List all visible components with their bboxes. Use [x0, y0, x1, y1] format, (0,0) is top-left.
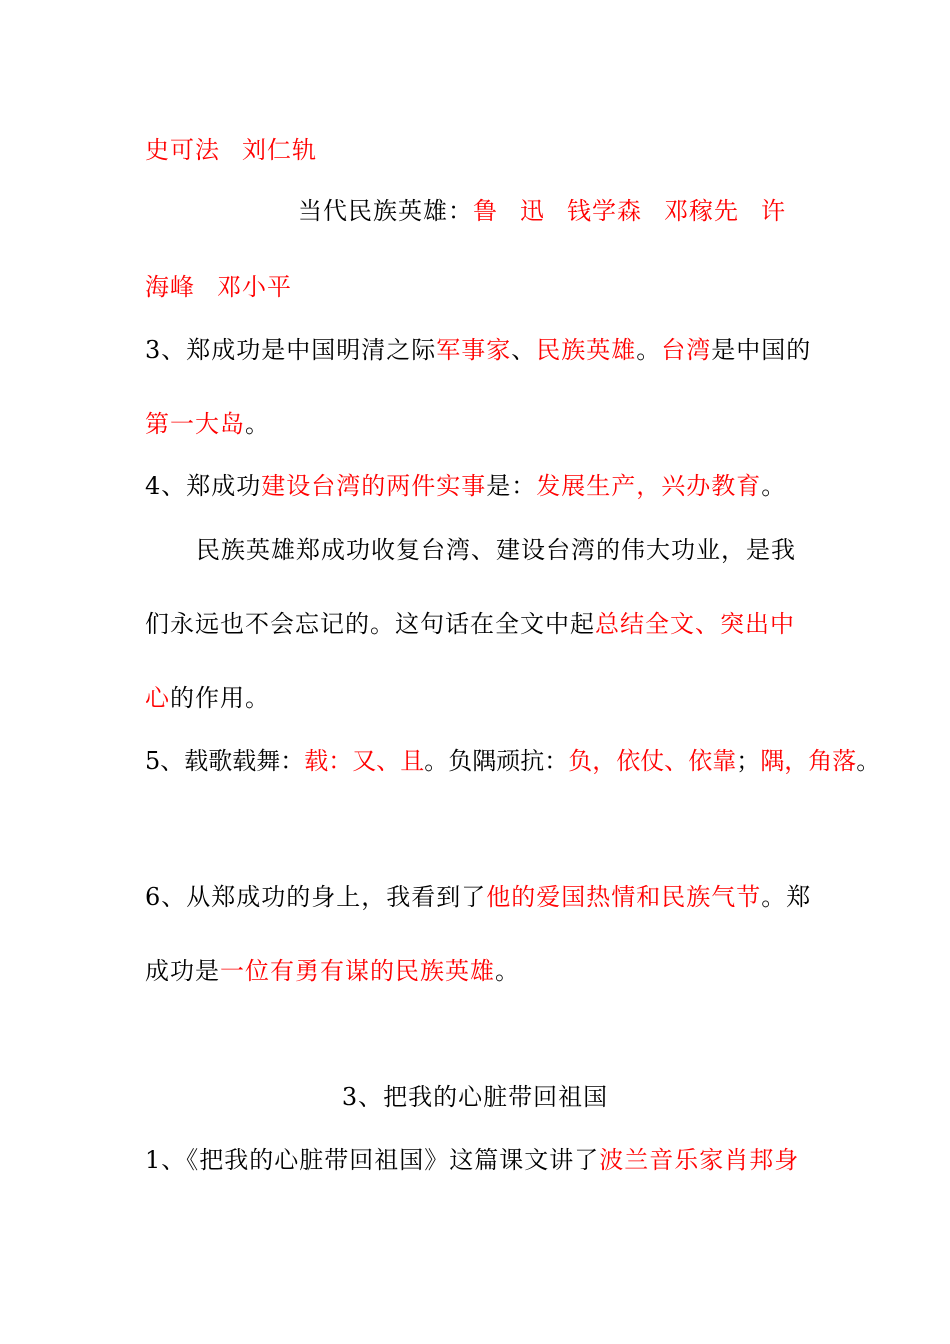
text-line-7: [196, 534, 796, 566]
body-text: 。: [636, 336, 662, 364]
text-line-9: [145, 682, 270, 714]
text-line-6: [145, 470, 786, 502]
body-text: 。: [761, 472, 787, 500]
body-text: 。负隅顽抗：: [424, 747, 569, 775]
answer-text: 建设台湾的两件实事: [261, 472, 487, 500]
answer-text: 台湾: [661, 336, 712, 364]
body-text: 6、从郑成功的身上，我看到了: [145, 883, 487, 911]
answer-text: 总结全文、突出中: [595, 610, 795, 638]
answer-text: 心: [145, 684, 170, 712]
body-text: 、: [511, 336, 537, 364]
text-line-11: [145, 881, 811, 913]
text-line-8: [145, 608, 795, 640]
body-text: 。: [495, 957, 520, 985]
text-line-5: [145, 408, 270, 440]
answer-text: 第一大岛: [145, 410, 245, 438]
heading-text: 3、把我的心脏带回祖国: [341, 1083, 609, 1111]
body-text: ；: [736, 747, 761, 775]
answer-text: 他的爱国热情和民族气节: [486, 883, 762, 911]
body-text: 。: [245, 410, 270, 438]
text-line-3: [145, 271, 292, 303]
body-text: 民族英雄郑成功收复台湾、建设台湾的伟大功业，是我: [196, 536, 796, 564]
body-text: 3、郑成功是中国明清之际: [145, 336, 437, 364]
text-line-10: [145, 745, 880, 777]
hero-name: 邓小平: [217, 273, 292, 301]
answer-text: 军事家: [436, 336, 512, 364]
body-text: 的作用。: [170, 684, 270, 712]
answer-text: 波兰音乐家肖邦身: [599, 1146, 800, 1174]
text-line-1: [145, 134, 317, 166]
hero-name: 鲁: [473, 197, 498, 225]
hero-name: 刘仁轨: [242, 136, 317, 164]
body-text: 。: [856, 747, 881, 775]
hero-name: 许: [761, 197, 786, 225]
body-text: 5、载歌载舞：: [145, 747, 305, 775]
hero-name: 钱学森: [567, 197, 642, 225]
answer-text: 发展生产，兴办教育: [536, 472, 762, 500]
body-text: 4、郑成功: [145, 472, 262, 500]
section-heading: [0, 1081, 950, 1113]
body-text: 1、《把我的心脏带回祖国》这篇课文讲了: [145, 1146, 600, 1174]
answer-text: 民族英雄: [536, 336, 637, 364]
body-text: 是：: [486, 472, 537, 500]
body-text: 。郑: [761, 883, 812, 911]
hero-name: 迅: [520, 197, 545, 225]
text-line-12: [145, 955, 520, 987]
answer-text: 负，依仗、依靠: [568, 747, 737, 775]
text-line-4: [145, 334, 811, 366]
answer-text: 载：又、且: [304, 747, 425, 775]
hero-name: 邓稼先: [664, 197, 739, 225]
answer-text: 一位有勇有谋的民族英雄: [220, 957, 495, 985]
body-text: 是中国的: [711, 336, 812, 364]
body-text: 成功是: [145, 957, 220, 985]
body-text: 们永远也不会忘记的。这句话在全文中起: [145, 610, 595, 638]
text-line-2: [298, 195, 786, 227]
hero-name: 史可法: [145, 136, 220, 164]
answer-text: 隅，角落: [760, 747, 857, 775]
text-line-14: [145, 1144, 799, 1176]
label-text: 当代民族英雄：: [298, 197, 473, 225]
hero-name: 海峰: [145, 273, 195, 301]
